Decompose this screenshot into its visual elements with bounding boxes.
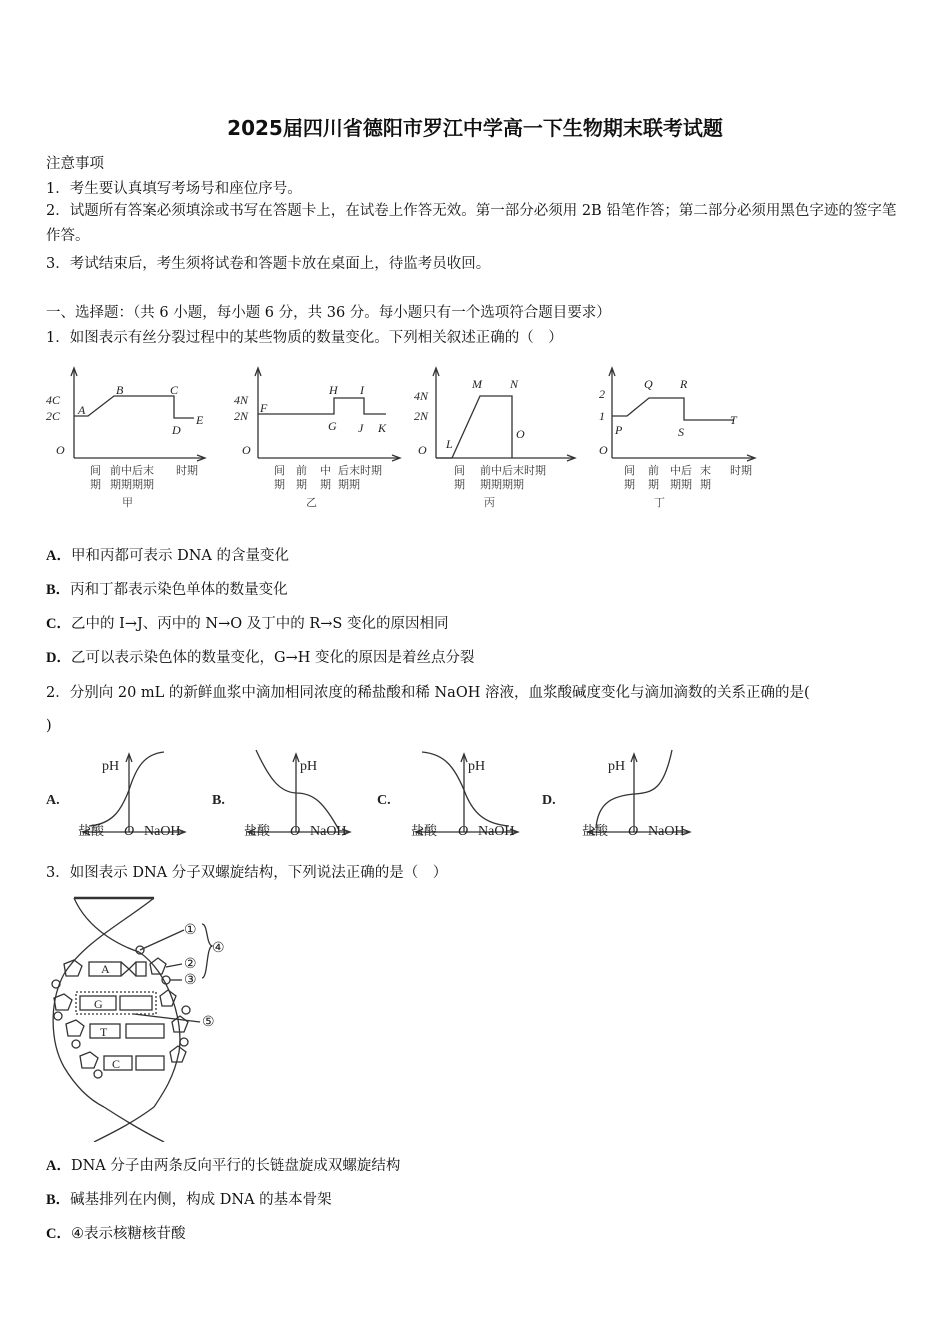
- svg-text:I: I: [360, 383, 364, 397]
- section-heading: 一、选择题：（共 6 小题，每小题 6 分，共 36 分。每小题只有一个选项符合题目要求）: [46, 305, 611, 321]
- document-title: 2025届四川省德阳市罗江中学高一下生物期末联考试题: [227, 116, 723, 140]
- svg-text:G: G: [94, 997, 103, 1011]
- svg-text:pH: pH: [300, 759, 318, 774]
- question-3-figure: [44, 892, 234, 1142]
- svg-text:甲: 甲: [122, 497, 133, 508]
- svg-text:期期期期: 期期期期: [480, 479, 524, 491]
- svg-text:NaOH: NaOH: [648, 824, 685, 839]
- question-3-stem: 3．如图表示 DNA 分子双螺旋结构，下列说法正确的是（ ）: [46, 865, 448, 881]
- svg-text:S: S: [678, 425, 684, 439]
- svg-text:2N: 2N: [414, 409, 429, 423]
- svg-text:期: 期: [454, 479, 465, 491]
- svg-text:中: 中: [320, 465, 331, 477]
- svg-text:NaOH: NaOH: [478, 824, 515, 839]
- svg-text:A: A: [101, 962, 110, 976]
- question-1-figure: [44, 358, 764, 508]
- svg-text:前中后末时期: 前中后末时期: [480, 465, 546, 477]
- svg-text:期: 期: [648, 479, 659, 491]
- svg-text:pH: pH: [468, 759, 486, 774]
- svg-text:B.: B.: [212, 793, 225, 808]
- svg-text:O: O: [458, 824, 469, 839]
- dna-double-helix-image: [44, 892, 234, 1142]
- svg-text:C.: C.: [377, 793, 391, 808]
- svg-text:G: G: [328, 419, 337, 433]
- svg-text:④: ④: [212, 941, 225, 956]
- svg-text:间: 间: [454, 465, 465, 477]
- svg-text:O: O: [124, 824, 135, 839]
- svg-text:O: O: [56, 443, 65, 457]
- svg-text:时期: 时期: [730, 465, 752, 477]
- svg-text:4C: 4C: [46, 393, 61, 407]
- q1-option-c[interactable]: C．乙中的 I→J、丙中的 N→O 及丁中的 R→S 变化的原因相同: [46, 616, 449, 632]
- svg-text:后末时期: 后末时期: [338, 465, 382, 477]
- q1-option-b[interactable]: B．丙和丁都表示染色单体的数量变化: [46, 582, 288, 598]
- q1-option-d[interactable]: D．乙可以表示染色体的数量变化，G→H 变化的原因是着丝点分裂: [46, 650, 475, 666]
- svg-text:O: O: [516, 427, 525, 441]
- svg-text:乙: 乙: [306, 497, 317, 508]
- question-number: 1．: [46, 330, 70, 346]
- svg-text:间: 间: [624, 465, 635, 477]
- svg-text:盐酸: 盐酸: [244, 823, 271, 838]
- svg-text:D: D: [172, 423, 181, 437]
- svg-text:盐酸: 盐酸: [411, 823, 438, 838]
- svg-text:期: 期: [296, 479, 307, 491]
- question-1-stem: 1．如图表示有丝分裂过程中的某些物质的数量变化。下列相关叙述正确的（ ）: [46, 330, 563, 346]
- svg-text:NaOH: NaOH: [310, 824, 347, 839]
- svg-text:丁: 丁: [654, 497, 665, 508]
- svg-text:pH: pH: [608, 759, 626, 774]
- svg-text:D.: D.: [542, 793, 556, 808]
- svg-text:期: 期: [274, 479, 285, 491]
- svg-text:C: C: [112, 1057, 121, 1071]
- svg-text:H: H: [329, 383, 338, 397]
- svg-text:2C: 2C: [46, 409, 61, 423]
- svg-text:4N: 4N: [414, 389, 429, 403]
- svg-text:期期期期: 期期期期: [110, 479, 154, 491]
- question-2-stem: 2．分别向 20 mL 的新鲜血浆中滴加相同浓度的稀盐酸和稀 NaOH 溶液，血浆酸碱度变化与滴加滴数的关系正确的是(: [46, 685, 810, 701]
- svg-text:R: R: [680, 377, 688, 391]
- svg-text:前: 前: [296, 465, 307, 477]
- svg-text:前中后末: 前中后末: [110, 465, 154, 477]
- svg-text:M: M: [472, 377, 482, 391]
- svg-text:盐酸: 盐酸: [78, 823, 105, 838]
- question-2-options: [44, 748, 714, 843]
- svg-text:C: C: [170, 383, 179, 397]
- svg-text:N: N: [510, 377, 519, 391]
- notice-item-2: 2．试题所有答案必须填涂或书写在答题卡上，在试卷上作答无效。第一部分必须用 2B 铅笔作答；第二部分必须用黑色字迹的签字笔作答。: [46, 203, 897, 244]
- svg-text:T: T: [100, 1025, 108, 1039]
- svg-text:O: O: [290, 824, 301, 839]
- svg-text:O: O: [242, 443, 251, 457]
- svg-text:中后: 中后: [670, 465, 692, 477]
- svg-text:F: F: [260, 401, 268, 415]
- svg-text:4N: 4N: [234, 393, 249, 407]
- notice-heading: 注意事项: [46, 156, 104, 172]
- svg-text:O: O: [628, 824, 639, 839]
- q3-option-b[interactable]: B．碱基排列在内侧，构成 DNA 的基本骨架: [46, 1192, 332, 1208]
- svg-text:NaOH: NaOH: [144, 824, 181, 839]
- svg-text:Q: Q: [644, 377, 653, 391]
- svg-text:A.: A.: [46, 793, 60, 808]
- question-2-stem-end: ): [46, 718, 52, 734]
- ph-curves-image: [44, 748, 714, 843]
- q3-option-c[interactable]: C．④表示核糖核苷酸: [46, 1226, 186, 1242]
- svg-text:期: 期: [90, 479, 101, 491]
- svg-text:①: ①: [184, 923, 197, 938]
- svg-text:1: 1: [599, 409, 605, 423]
- svg-text:间: 间: [90, 465, 101, 477]
- svg-text:③: ③: [184, 973, 197, 988]
- notice-item-1: 1．考生要认真填写考场号和座位序号。: [46, 181, 302, 197]
- svg-text:时期: 时期: [176, 465, 198, 477]
- svg-text:K: K: [378, 421, 387, 435]
- notice-item-3: 3．考试结束后，考生须将试卷和答题卡放在桌面上，待监考员收回。: [46, 256, 491, 272]
- svg-text:丙: 丙: [484, 497, 495, 508]
- svg-text:P: P: [615, 423, 623, 437]
- q3-option-a[interactable]: A．DNA 分子由两条反向平行的长链盘旋成双螺旋结构: [46, 1158, 401, 1174]
- svg-text:期: 期: [320, 479, 331, 491]
- svg-text:T: T: [730, 413, 737, 427]
- svg-text:B: B: [116, 383, 124, 397]
- svg-text:A: A: [78, 403, 86, 417]
- svg-text:②: ②: [184, 957, 197, 972]
- svg-text:J: J: [358, 421, 364, 435]
- svg-text:末: 末: [700, 465, 711, 477]
- svg-text:前: 前: [648, 465, 659, 477]
- svg-text:pH: pH: [102, 759, 120, 774]
- svg-text:2N: 2N: [234, 409, 249, 423]
- svg-text:期: 期: [700, 479, 711, 491]
- svg-text:盐酸: 盐酸: [582, 823, 609, 838]
- q1-option-a[interactable]: A．甲和丙都可表示 DNA 的含量变化: [46, 548, 289, 564]
- svg-text:间: 间: [274, 465, 285, 477]
- svg-text:期期: 期期: [670, 479, 692, 491]
- svg-text:O: O: [599, 443, 608, 457]
- svg-text:2: 2: [599, 387, 605, 401]
- svg-text:期期: 期期: [338, 479, 360, 491]
- svg-text:O: O: [418, 443, 427, 457]
- svg-text:期: 期: [624, 479, 635, 491]
- svg-text:⑤: ⑤: [202, 1015, 215, 1030]
- svg-text:E: E: [196, 413, 204, 427]
- mitosis-graphs-image: [44, 358, 764, 508]
- svg-text:L: L: [446, 437, 453, 451]
